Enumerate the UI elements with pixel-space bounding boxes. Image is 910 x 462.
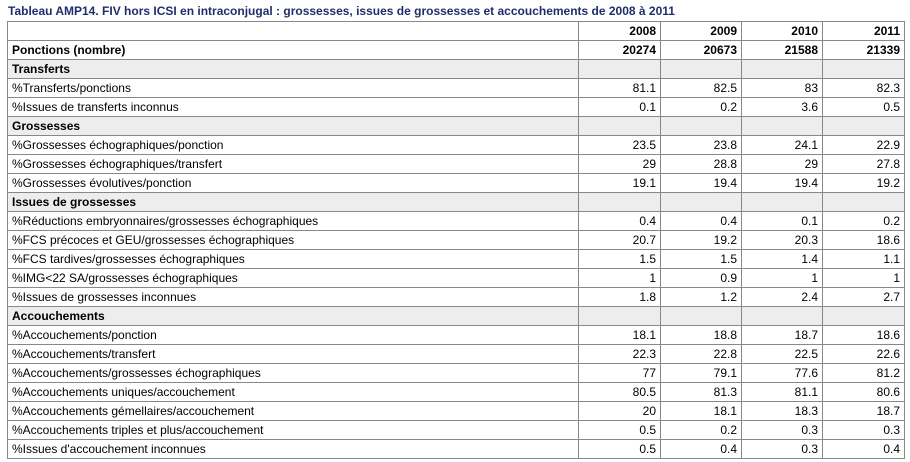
value-cell: 0.4 (823, 440, 905, 459)
value-cell: 20 (579, 402, 661, 421)
section-blank-cell (823, 307, 905, 326)
table-row (8, 231, 905, 250)
value-cell: 3.6 (742, 98, 823, 117)
section-header-row (8, 117, 905, 136)
table-row (8, 421, 905, 440)
value-cell: 1.1 (823, 250, 905, 269)
section-blank-cell (661, 193, 742, 212)
value-cell: 81.2 (823, 364, 905, 383)
row-label: %IMG<22 SA/grossesses échographiques (8, 269, 579, 288)
value-cell: 0.4 (661, 212, 742, 231)
value-cell: 81.3 (661, 383, 742, 402)
value-cell: 81.1 (579, 79, 661, 98)
value-cell: 18.3 (742, 402, 823, 421)
value-cell: 1.2 (661, 288, 742, 307)
value-cell: 0.4 (579, 212, 661, 231)
value-cell: 80.5 (579, 383, 661, 402)
value-cell: 23.5 (579, 136, 661, 155)
section-blank-cell (742, 60, 823, 79)
table-row (8, 212, 905, 231)
value-cell: 77.6 (742, 364, 823, 383)
value-cell: 19.2 (823, 174, 905, 193)
row-label: %Grossesses évolutives/ponction (8, 174, 579, 193)
value-cell: 27.8 (823, 155, 905, 174)
value-cell: 0.3 (742, 440, 823, 459)
value-cell: 81.1 (742, 383, 823, 402)
table-row (8, 383, 905, 402)
value-cell: 22.8 (661, 345, 742, 364)
section-blank-cell (823, 193, 905, 212)
value-cell: 29 (742, 155, 823, 174)
section-title: Issues de grossesses (8, 193, 579, 212)
table-row (8, 345, 905, 364)
table-row (8, 402, 905, 421)
row-label: %Transferts/ponctions (8, 79, 579, 98)
value-cell: 18.7 (742, 326, 823, 345)
section-blank-cell (661, 60, 742, 79)
header-totals-row (8, 41, 905, 60)
value-cell: 24.1 (742, 136, 823, 155)
total-2011: 21339 (823, 41, 905, 60)
value-cell: 0.1 (742, 212, 823, 231)
table-row (8, 250, 905, 269)
value-cell: 29 (579, 155, 661, 174)
section-blank-cell (661, 117, 742, 136)
value-cell: 18.6 (823, 326, 905, 345)
value-cell: 22.9 (823, 136, 905, 155)
value-cell: 18.8 (661, 326, 742, 345)
value-cell: 0.5 (579, 421, 661, 440)
table-row (8, 98, 905, 117)
value-cell: 28.8 (661, 155, 742, 174)
section-header-row (8, 60, 905, 79)
section-blank-cell (823, 60, 905, 79)
row-label: %Réductions embryonnaires/grossesses échographiques (8, 212, 579, 231)
value-cell: 22.3 (579, 345, 661, 364)
row-label: %Accouchements/ponction (8, 326, 579, 345)
table-row (8, 174, 905, 193)
section-blank-cell (823, 117, 905, 136)
total-2008: 20274 (579, 41, 661, 60)
table-body (8, 22, 905, 459)
value-cell: 77 (579, 364, 661, 383)
row-label: %Issues d'accouchement inconnues (8, 440, 579, 459)
year-2008: 2008 (579, 22, 661, 41)
section-blank-cell (742, 307, 823, 326)
row-label: %Accouchements/transfert (8, 345, 579, 364)
row-label: %Accouchements/grossesses échographiques (8, 364, 579, 383)
value-cell: 0.2 (823, 212, 905, 231)
total-2010: 21588 (742, 41, 823, 60)
value-cell: 0.3 (742, 421, 823, 440)
value-cell: 18.1 (579, 326, 661, 345)
section-title: Accouchements (8, 307, 579, 326)
value-cell: 0.5 (823, 98, 905, 117)
value-cell: 1.4 (742, 250, 823, 269)
value-cell: 80.6 (823, 383, 905, 402)
table-row (8, 364, 905, 383)
value-cell: 0.5 (579, 440, 661, 459)
value-cell: 1.8 (579, 288, 661, 307)
value-cell: 20.3 (742, 231, 823, 250)
value-cell: 18.6 (823, 231, 905, 250)
value-cell: 22.5 (742, 345, 823, 364)
section-header-row (8, 193, 905, 212)
value-cell: 18.1 (661, 402, 742, 421)
value-cell: 1.5 (579, 250, 661, 269)
header-years-row (8, 22, 905, 41)
value-cell: 1 (579, 269, 661, 288)
section-header-row (8, 307, 905, 326)
value-cell: 0.2 (661, 98, 742, 117)
row-label: %FCS tardives/grossesses échographiques (8, 250, 579, 269)
value-cell: 0.4 (661, 440, 742, 459)
value-cell: 2.7 (823, 288, 905, 307)
value-cell: 18.7 (823, 402, 905, 421)
value-cell: 19.1 (579, 174, 661, 193)
header-corner (8, 22, 579, 41)
section-blank-cell (579, 193, 661, 212)
value-cell: 19.4 (742, 174, 823, 193)
value-cell: 20.7 (579, 231, 661, 250)
row-label: %Grossesses échographiques/transfert (8, 155, 579, 174)
value-cell: 79.1 (661, 364, 742, 383)
value-cell: 23.8 (661, 136, 742, 155)
table-row (8, 326, 905, 345)
value-cell: 82.5 (661, 79, 742, 98)
value-cell: 1 (823, 269, 905, 288)
row-label: %FCS précoces et GEU/grossesses échographiques (8, 231, 579, 250)
value-cell: 1 (742, 269, 823, 288)
row-label: %Accouchements uniques/accouchement (8, 383, 579, 402)
table-row (8, 79, 905, 98)
year-2009: 2009 (661, 22, 742, 41)
section-title: Grossesses (8, 117, 579, 136)
section-blank-cell (742, 193, 823, 212)
table-row (8, 155, 905, 174)
table-row (8, 440, 905, 459)
section-blank-cell (579, 60, 661, 79)
section-blank-cell (579, 307, 661, 326)
value-cell: 0.3 (823, 421, 905, 440)
value-cell: 1.5 (661, 250, 742, 269)
value-cell: 0.2 (661, 421, 742, 440)
row-label: %Accouchements triples et plus/accouchement (8, 421, 579, 440)
total-2009: 20673 (661, 41, 742, 60)
table-row (8, 288, 905, 307)
value-cell: 83 (742, 79, 823, 98)
table-title: Tableau AMP14. FIV hors ICSI en intraconjugal : grossesses, issues de grossesses et accouchements de 2008 à 2011 (8, 4, 675, 18)
section-blank-cell (742, 117, 823, 136)
year-2011: 2011 (823, 22, 905, 41)
row-label: %Issues de grossesses inconnues (8, 288, 579, 307)
value-cell: 19.2 (661, 231, 742, 250)
section-title: Transferts (8, 60, 579, 79)
value-cell: 19.4 (661, 174, 742, 193)
value-cell: 0.1 (579, 98, 661, 117)
value-cell: 22.6 (823, 345, 905, 364)
section-blank-cell (579, 117, 661, 136)
table-row (8, 269, 905, 288)
value-cell: 2.4 (742, 288, 823, 307)
row-label: %Accouchements gémellaires/accouchement (8, 402, 579, 421)
value-cell: 82.3 (823, 79, 905, 98)
year-2010: 2010 (742, 22, 823, 41)
row-label-ponctions: Ponctions (nombre) (8, 41, 579, 60)
row-label: %Grossesses échographiques/ponction (8, 136, 579, 155)
data-table (7, 21, 905, 459)
value-cell: 0.9 (661, 269, 742, 288)
section-blank-cell (661, 307, 742, 326)
table-row (8, 136, 905, 155)
row-label: %Issues de transferts inconnus (8, 98, 579, 117)
